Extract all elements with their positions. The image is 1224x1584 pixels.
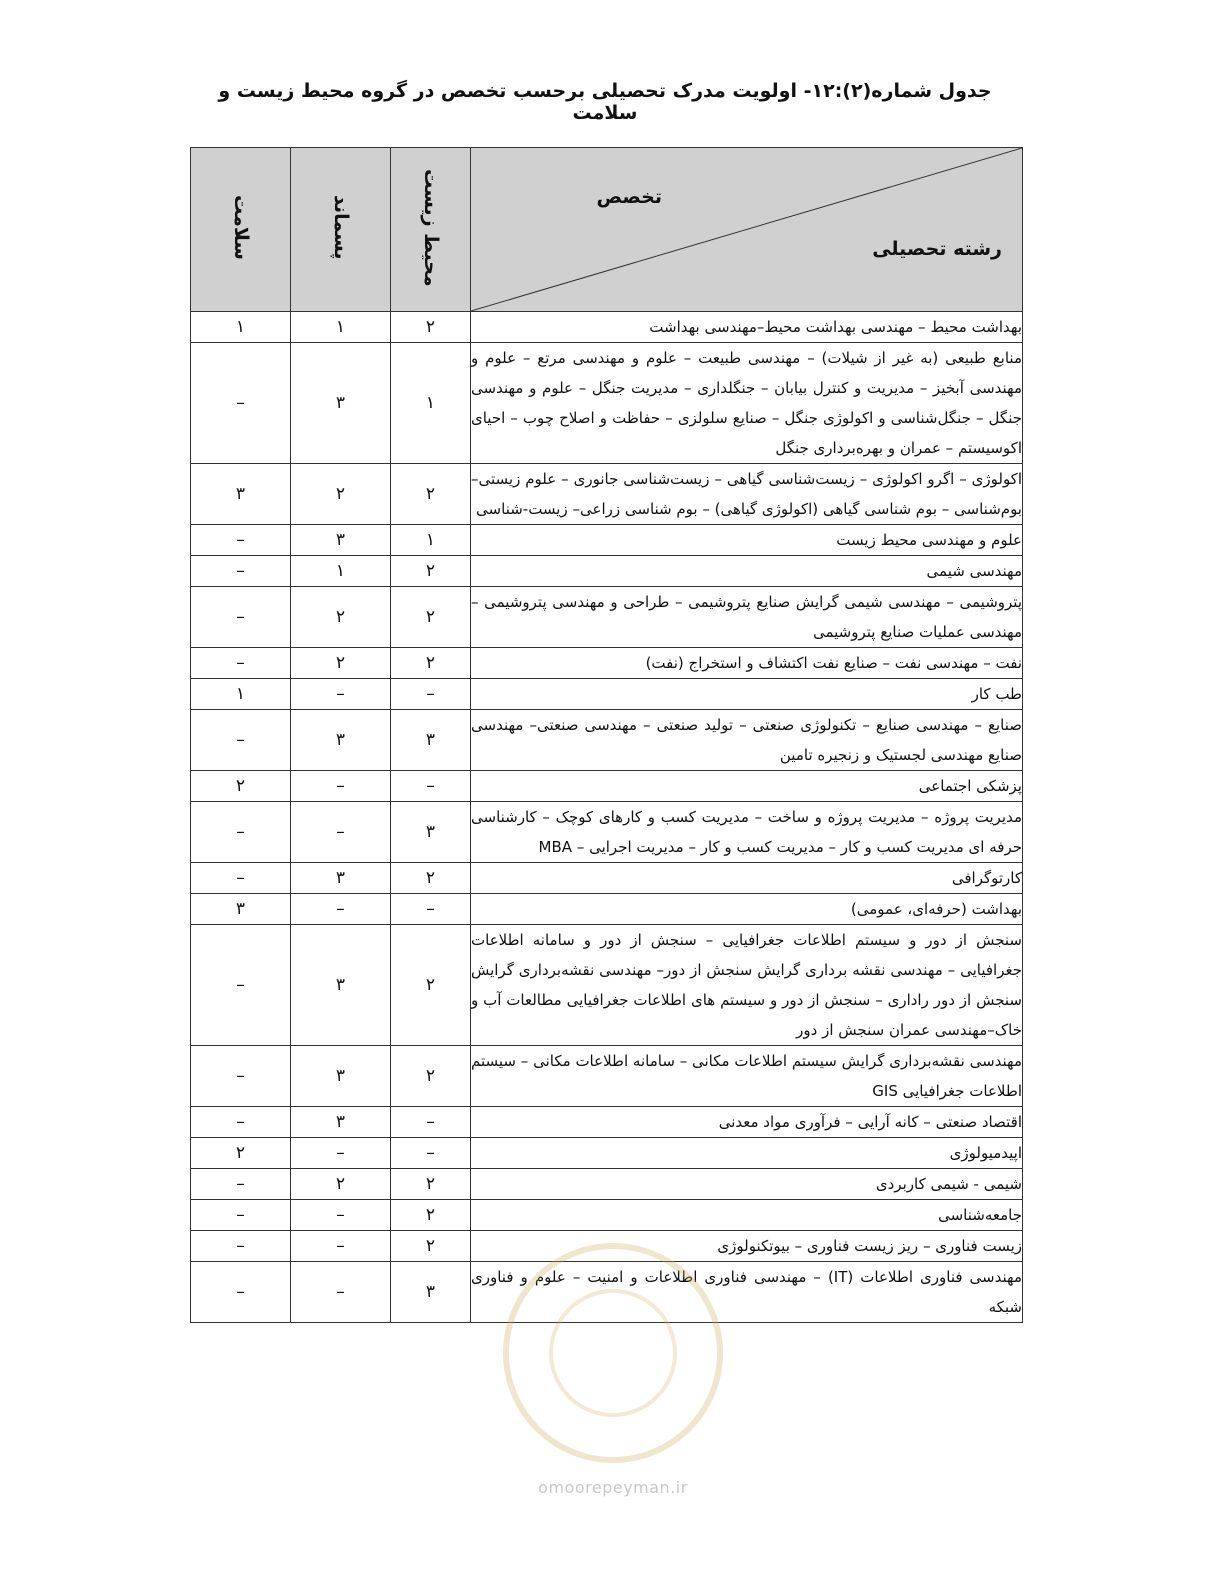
waste-priority: ۲ bbox=[291, 464, 391, 525]
header-environment: محیط زیست bbox=[391, 148, 471, 312]
health-priority: – bbox=[191, 1169, 291, 1200]
field-cell: اقتصاد صنعتی – کانه آرایی – فرآوری مواد معدنی bbox=[471, 1107, 1023, 1138]
waste-priority: ۲ bbox=[291, 587, 391, 648]
health-priority: ۱ bbox=[191, 679, 291, 710]
waste-priority: ۲ bbox=[291, 648, 391, 679]
waste-priority: – bbox=[291, 802, 391, 863]
field-cell: علوم و مهندسی محیط زیست bbox=[471, 525, 1023, 556]
field-cell: بهداشت محیط – مهندسی بهداشت محیط–مهندسی بهداشت bbox=[471, 312, 1023, 343]
env-priority: – bbox=[391, 894, 471, 925]
waste-priority: – bbox=[291, 679, 391, 710]
field-cell: سنجش از دور و سیستم اطلاعات جغرافیایی – سنجش از دور و سامانه اطلاعات جغرافیایی – مهندسی نقشه برداری گرایش سنجش از دور– مهندسی نقشه‌برداری گرایش سنجش از دور راداری – سنجش از دور و سیستم های اطلاعات جغرافیایی مطالعات آب و خاک–مهندسی عمران سنجش از دور bbox=[471, 925, 1023, 1046]
field-cell: منابع طبیعی (به غیر از شیلات) – مهندسی طبیعت – علوم و مهندسی مرتع – علوم و مهندسی آبخیز – مدیریت و کنترل بیابان – جنگلداری – مدیریت جنگل – علوم و مهندسی جنگل – جنگل‌شناسی و اکولوژی جنگل – صنایع سلولزی – حفاظت و اصلاح چوب – احیای اکوسیستم – عمران و بهره‌برداری جنگل bbox=[471, 343, 1023, 464]
waste-priority: – bbox=[291, 1200, 391, 1231]
waste-priority: ۳ bbox=[291, 1107, 391, 1138]
waste-priority: ۳ bbox=[291, 1046, 391, 1107]
table-row bbox=[191, 1046, 1023, 1107]
waste-priority: ۱ bbox=[291, 556, 391, 587]
field-cell: مهندسی شیمی bbox=[471, 556, 1023, 587]
field-cell: مهندسی فناوری اطلاعات (IT) – مهندسی فناوری اطلاعات و امنیت – علوم و فناوری شبکه bbox=[471, 1262, 1023, 1323]
env-priority: – bbox=[391, 771, 471, 802]
env-priority: ۲ bbox=[391, 1231, 471, 1262]
health-priority: ۲ bbox=[191, 771, 291, 802]
health-priority: ۳ bbox=[191, 894, 291, 925]
field-cell: اکولوژی – اگرو اکولوژی – زیست‌شناسی گیاهی – زیست‌شناسی جانوری – علوم زیستی– بوم‌شناسی – بوم شناسی گیاهی (اکولوژی گیاهی) – بوم شناسی زراعی– زیست-شناسی bbox=[471, 464, 1023, 525]
env-priority: – bbox=[391, 1107, 471, 1138]
health-priority: – bbox=[191, 925, 291, 1046]
diagonal-line bbox=[471, 148, 1022, 311]
health-priority: – bbox=[191, 648, 291, 679]
table-row bbox=[191, 587, 1023, 648]
env-priority: ۳ bbox=[391, 1262, 471, 1323]
waste-priority: – bbox=[291, 894, 391, 925]
health-priority: ۲ bbox=[191, 1138, 291, 1169]
table-row bbox=[191, 894, 1023, 925]
field-cell: مدیریت پروژه – مدیریت پروژه و ساخت – مدیریت کسب و کارهای کوچک – کارشناسی حرفه ای مدیریت کسب و کار – مدیریت کسب و کار – مدیریت اجرایی – MBA bbox=[471, 802, 1023, 863]
table-row bbox=[191, 343, 1023, 464]
waste-priority: ۳ bbox=[291, 525, 391, 556]
waste-priority: – bbox=[291, 1262, 391, 1323]
table-row bbox=[191, 802, 1023, 863]
waste-priority: ۳ bbox=[291, 925, 391, 1046]
field-cell: اپیدمیولوژی bbox=[471, 1138, 1023, 1169]
table-row bbox=[191, 556, 1023, 587]
table-row bbox=[191, 1107, 1023, 1138]
health-priority: – bbox=[191, 525, 291, 556]
table-row bbox=[191, 312, 1023, 343]
field-cell: پتروشیمی – مهندسی شیمی گرایش صنایع پتروشیمی – طراحی و مهندسی پتروشیمی – مهندسی عملیات صنایع پتروشیمی bbox=[471, 587, 1023, 648]
table-row bbox=[191, 710, 1023, 771]
field-cell: شیمی - شیمی کاربردی bbox=[471, 1169, 1023, 1200]
health-priority: – bbox=[191, 1231, 291, 1262]
field-cell: پزشکی اجتماعی bbox=[471, 771, 1023, 802]
waste-priority: – bbox=[291, 1231, 391, 1262]
diagonal-header-cell bbox=[471, 148, 1023, 312]
table-row bbox=[191, 1169, 1023, 1200]
env-priority: ۳ bbox=[391, 802, 471, 863]
env-priority: ۲ bbox=[391, 556, 471, 587]
env-priority: ۲ bbox=[391, 863, 471, 894]
table-row bbox=[191, 1231, 1023, 1262]
header-specialty: تخصص bbox=[596, 186, 662, 208]
env-priority: ۲ bbox=[391, 587, 471, 648]
table-row bbox=[191, 771, 1023, 802]
env-priority: ۱ bbox=[391, 343, 471, 464]
health-priority: – bbox=[191, 1262, 291, 1323]
health-priority: – bbox=[191, 1200, 291, 1231]
waste-priority: – bbox=[291, 1138, 391, 1169]
field-cell: بهداشت (حرفه‌ای، عمومی) bbox=[471, 894, 1023, 925]
health-priority: – bbox=[191, 1046, 291, 1107]
field-cell: نفت – مهندسی نفت – صنایع نفت اکتشاف و استخراج (نفت) bbox=[471, 648, 1023, 679]
env-priority: ۲ bbox=[391, 1169, 471, 1200]
table-row bbox=[191, 863, 1023, 894]
env-priority: ۲ bbox=[391, 464, 471, 525]
env-priority: – bbox=[391, 679, 471, 710]
field-cell: مهندسی نقشه‌برداری گرایش سیستم اطلاعات مکانی – سامانه اطلاعات مکانی – سیستم اطلاعات جغرافیایی GIS bbox=[471, 1046, 1023, 1107]
field-cell: کارتوگرافی bbox=[471, 863, 1023, 894]
env-priority: ۲ bbox=[391, 648, 471, 679]
env-priority: ۲ bbox=[391, 1200, 471, 1231]
waste-priority: ۳ bbox=[291, 343, 391, 464]
table-row bbox=[191, 1262, 1023, 1323]
header-health: سلامت bbox=[191, 148, 291, 312]
health-priority: ۳ bbox=[191, 464, 291, 525]
env-priority: ۳ bbox=[391, 710, 471, 771]
env-priority: ۱ bbox=[391, 525, 471, 556]
health-priority: – bbox=[191, 863, 291, 894]
health-priority: – bbox=[191, 802, 291, 863]
env-priority: ۲ bbox=[391, 925, 471, 1046]
table-row bbox=[191, 1138, 1023, 1169]
health-priority: – bbox=[191, 710, 291, 771]
health-priority: – bbox=[191, 556, 291, 587]
table-row bbox=[191, 464, 1023, 525]
field-cell: صنایع – مهندسی صنایع – تکنولوژی صنعتی – تولید صنعتی – مهندسی صنعتی– مهندسی صنایع مهندسی لجستیک و زنجیره تامین bbox=[471, 710, 1023, 771]
table-row bbox=[191, 648, 1023, 679]
health-priority: – bbox=[191, 587, 291, 648]
field-cell: طب کار bbox=[471, 679, 1023, 710]
waste-priority: ۳ bbox=[291, 863, 391, 894]
header-waste: پسماند bbox=[291, 148, 391, 312]
table-row bbox=[191, 525, 1023, 556]
health-priority: ۱ bbox=[191, 312, 291, 343]
field-cell: زیست فناوری – ریز زیست فناوری – بیوتکنولوژی bbox=[471, 1231, 1023, 1262]
waste-priority: ۱ bbox=[291, 312, 391, 343]
env-priority: – bbox=[391, 1138, 471, 1169]
env-priority: ۲ bbox=[391, 312, 471, 343]
field-cell: جامعه‌شناسی bbox=[471, 1200, 1023, 1231]
page-title: جدول شماره(۲):۱۲- اولویت مدرک تحصیلی برحسب تخصص در گروه محیط زیست و سلامت bbox=[218, 80, 992, 124]
table-row bbox=[191, 1200, 1023, 1231]
waste-priority: – bbox=[291, 771, 391, 802]
table-row bbox=[191, 925, 1023, 1046]
table-row bbox=[191, 679, 1023, 710]
header-field-of-study: رشته تحصیلی bbox=[872, 238, 1002, 260]
waste-priority: ۳ bbox=[291, 710, 391, 771]
env-priority: ۲ bbox=[391, 1046, 471, 1107]
waste-priority: ۲ bbox=[291, 1169, 391, 1200]
priority-table bbox=[190, 147, 1023, 1323]
header-row bbox=[191, 148, 1023, 312]
health-priority: – bbox=[191, 1107, 291, 1138]
health-priority: – bbox=[191, 343, 291, 464]
watermark-handle: omoorepeyman.ir bbox=[538, 1478, 688, 1497]
